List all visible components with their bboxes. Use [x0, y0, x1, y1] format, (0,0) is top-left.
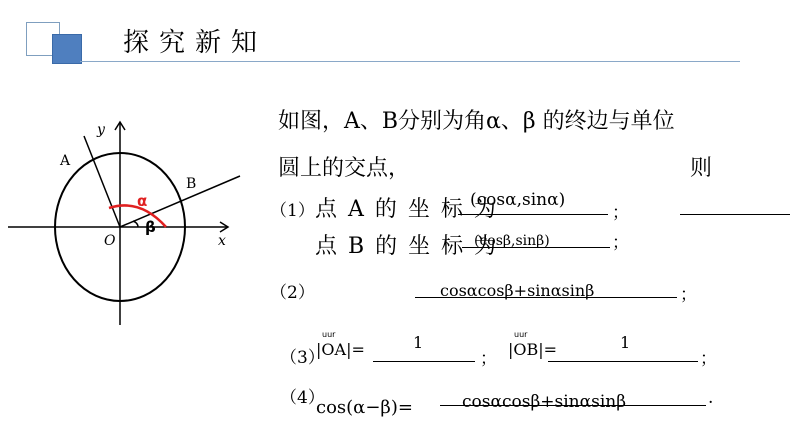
q4-answer: cosαcosβ+sinαsinβ	[462, 392, 627, 412]
q1-point-a-text: 点 A 的 坐 标 为	[315, 197, 498, 222]
q1-number: （1）	[270, 201, 315, 221]
q3-number: （3）	[280, 348, 325, 368]
intro-line-2: 圆上的交点，	[278, 156, 411, 181]
unit-circle-figure	[0, 110, 260, 335]
q3-ob-blank-line	[548, 361, 698, 362]
q4-end: .	[708, 388, 714, 408]
x-axis-label: x	[218, 233, 226, 249]
q1-point-a-answer: (cosα,sinα)	[470, 190, 566, 210]
q2-end: ；	[680, 285, 697, 305]
beta-arc	[133, 221, 138, 227]
alpha-label: α	[137, 192, 148, 210]
origin-label: O	[104, 233, 116, 249]
q3-oa-answer: 1	[413, 333, 424, 352]
intro-then: 则	[690, 156, 713, 181]
q1-b-blank-line	[462, 247, 610, 248]
header-decor-square-filled	[52, 34, 82, 64]
q2-number: （2）	[270, 283, 315, 303]
header-divider	[80, 61, 740, 62]
q1-extra-blank-line	[680, 214, 790, 215]
q1-separator: ；	[612, 203, 629, 223]
point-b-label: B	[186, 176, 197, 192]
q1-a-blank-line	[458, 214, 608, 215]
q3-ob-vector-mark: uur	[514, 330, 528, 339]
y-axis-label: y	[97, 122, 105, 138]
q4-number: （4）	[280, 388, 325, 408]
q3-oa-blank-line	[373, 361, 475, 362]
q2-blank-line	[415, 297, 677, 298]
q4-blank-line	[440, 405, 706, 406]
terminal-side-a	[84, 136, 120, 227]
beta-label: β	[145, 218, 156, 236]
q1-point-b-text: 点 B 的 坐 标 为	[315, 234, 499, 259]
q3-end: ；	[700, 349, 717, 369]
q2-answer: cosαcosβ+sinαsinβ	[440, 281, 595, 300]
q1-b-end: ；	[612, 233, 629, 253]
page-title: 探究新知	[123, 28, 268, 58]
q3-separator: ；	[480, 349, 497, 369]
intro-line-1: 如图，A、B分别为角α、β 的终边与单位	[278, 109, 675, 134]
point-a-label: A	[60, 153, 71, 169]
q3-oa-label: |OA|=	[316, 340, 365, 359]
q4-lhs: cos(α−β)=	[316, 397, 413, 418]
q3-ob-answer: 1	[620, 333, 631, 352]
q1-point-b-answer: (cosβ,sinβ)	[474, 233, 550, 249]
q3-ob-label: |OB|=	[508, 340, 558, 359]
q3-oa-vector-mark: uur	[322, 330, 336, 339]
